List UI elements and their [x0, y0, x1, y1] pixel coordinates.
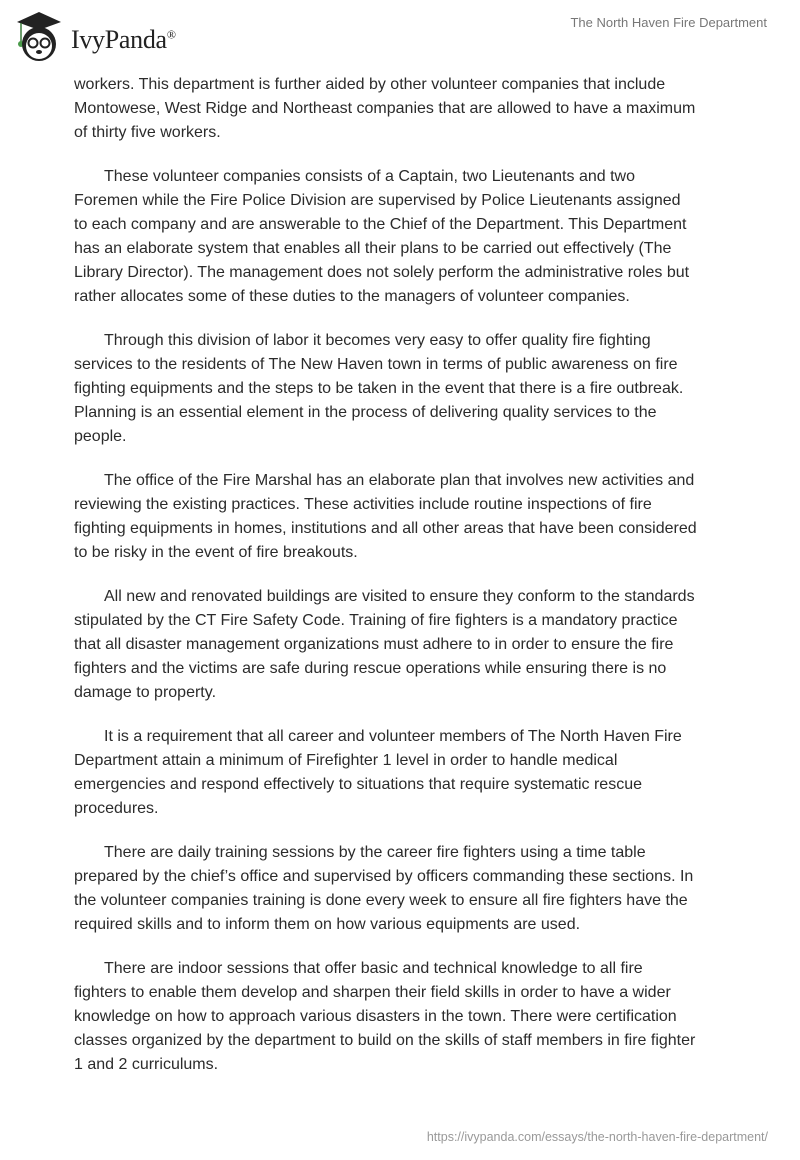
paragraph-line: reviewing the existing practices. These activities include routine inspections of fire: [74, 496, 652, 513]
paragraph: [74, 329, 734, 449]
essay-body: [74, 73, 734, 1097]
paragraph-line: the volunteer companies training is done every week to ensure all fire fighters have the: [74, 892, 688, 909]
paragraph: [74, 725, 734, 821]
panda-graduate-icon: [13, 8, 65, 64]
paragraph-line: emergencies and respond effectively to situations that require systematic rescue: [74, 776, 642, 793]
paragraph-line: to each company and are answerable to the Chief of the Department. This Department: [74, 216, 687, 233]
paragraph-line: to be risky in the event of fire breakouts.: [74, 544, 358, 561]
paragraph: [74, 165, 734, 309]
paragraph-line: fighters to enable them develop and sharpen their field skills in order to have a wider: [74, 984, 671, 1001]
paragraph-line: rather allocates some of these duties to the managers of volunteer companies.: [74, 288, 630, 305]
paragraph: [74, 957, 734, 1077]
ivypanda-logo[interactable]: [13, 8, 176, 64]
paragraph-line: fighting equipments in homes, institutions and all other areas that have been considered: [74, 520, 697, 537]
paragraph-line: Montowese, West Ridge and Northeast companies that are allowed to have a maximum: [74, 100, 696, 117]
paragraph: [74, 585, 734, 705]
paragraph-line: prepared by the chief’s office and supervised by officers commanding these sections. In: [74, 868, 694, 885]
paragraph-line: classes organized by the department to build on the skills of staff members in fire fighter: [74, 1032, 696, 1049]
paragraph-line: Department attain a minimum of Firefighter 1 level in order to handle medical: [74, 752, 618, 769]
source-url[interactable]: https://ivypanda.com/essays/the-north-haven-fire-department/: [426, 1130, 768, 1144]
paragraph-line: Through this division of labor it becomes very easy to offer quality fire fighting: [104, 332, 651, 349]
paragraph-line: fighters and the victims are safe during rescue operations while ensuring there is no: [74, 660, 667, 677]
paragraph-line: All new and renovated buildings are visited to ensure they conform to the standards: [104, 588, 695, 605]
paragraph-line: has an elaborate system that enables all their plans to be carried out effectively (The: [74, 240, 672, 257]
paragraph: [74, 841, 734, 937]
paragraph-line: that all disaster management organizations must adhere to in order to ensure the fire: [74, 636, 674, 653]
paragraph-line: Planning is an essential element in the process of delivering quality services to the: [74, 404, 657, 421]
paragraph-line: knowledge on how to approach various disasters in the town. There were certification: [74, 1008, 677, 1025]
paragraph-line: fighting equipments and the steps to be taken in the event that there is a fire outbreak.: [74, 380, 684, 397]
paragraph-line: people.: [74, 428, 127, 445]
paragraph-line: These volunteer companies consists of a Captain, two Lieutenants and two: [104, 168, 635, 185]
paragraph-line: required skills and to inform them on how various equipments are used.: [74, 916, 581, 933]
paragraph-line: of thirty five workers.: [74, 124, 221, 141]
paragraph-line: 1 and 2 curriculums.: [74, 1056, 219, 1073]
paragraph-line: stipulated by the CT Fire Safety Code. Training of fire fighters is a mandatory practice: [74, 612, 678, 629]
paragraph-line: There are indoor sessions that offer basic and technical knowledge to all fire: [104, 960, 643, 977]
paragraph-line: The office of the Fire Marshal has an elaborate plan that involves new activities and: [104, 472, 695, 489]
paragraph-line: workers. This department is further aided by other volunteer companies that include: [74, 76, 666, 93]
paragraph-line: damage to property.: [74, 684, 217, 701]
logo-text: IvyPanda®: [71, 25, 176, 54]
paragraph: [74, 73, 734, 145]
paragraph-line: It is a requirement that all career and volunteer members of The North Haven Fire: [104, 728, 682, 745]
paragraph: [74, 469, 734, 565]
paragraph-line: Library Director). The management does not solely perform the administrative roles but: [74, 264, 690, 281]
paragraph-line: services to the residents of The New Haven town in terms of public awareness on fire: [74, 356, 678, 373]
document-title: The North Haven Fire Department: [570, 15, 767, 30]
paragraph-line: Foremen while the Fire Police Division are supervised by Police Lieutenants assigned: [74, 192, 681, 209]
paragraph-line: There are daily training sessions by the career fire fighters using a time table: [104, 844, 646, 861]
paragraph-line: procedures.: [74, 800, 159, 817]
